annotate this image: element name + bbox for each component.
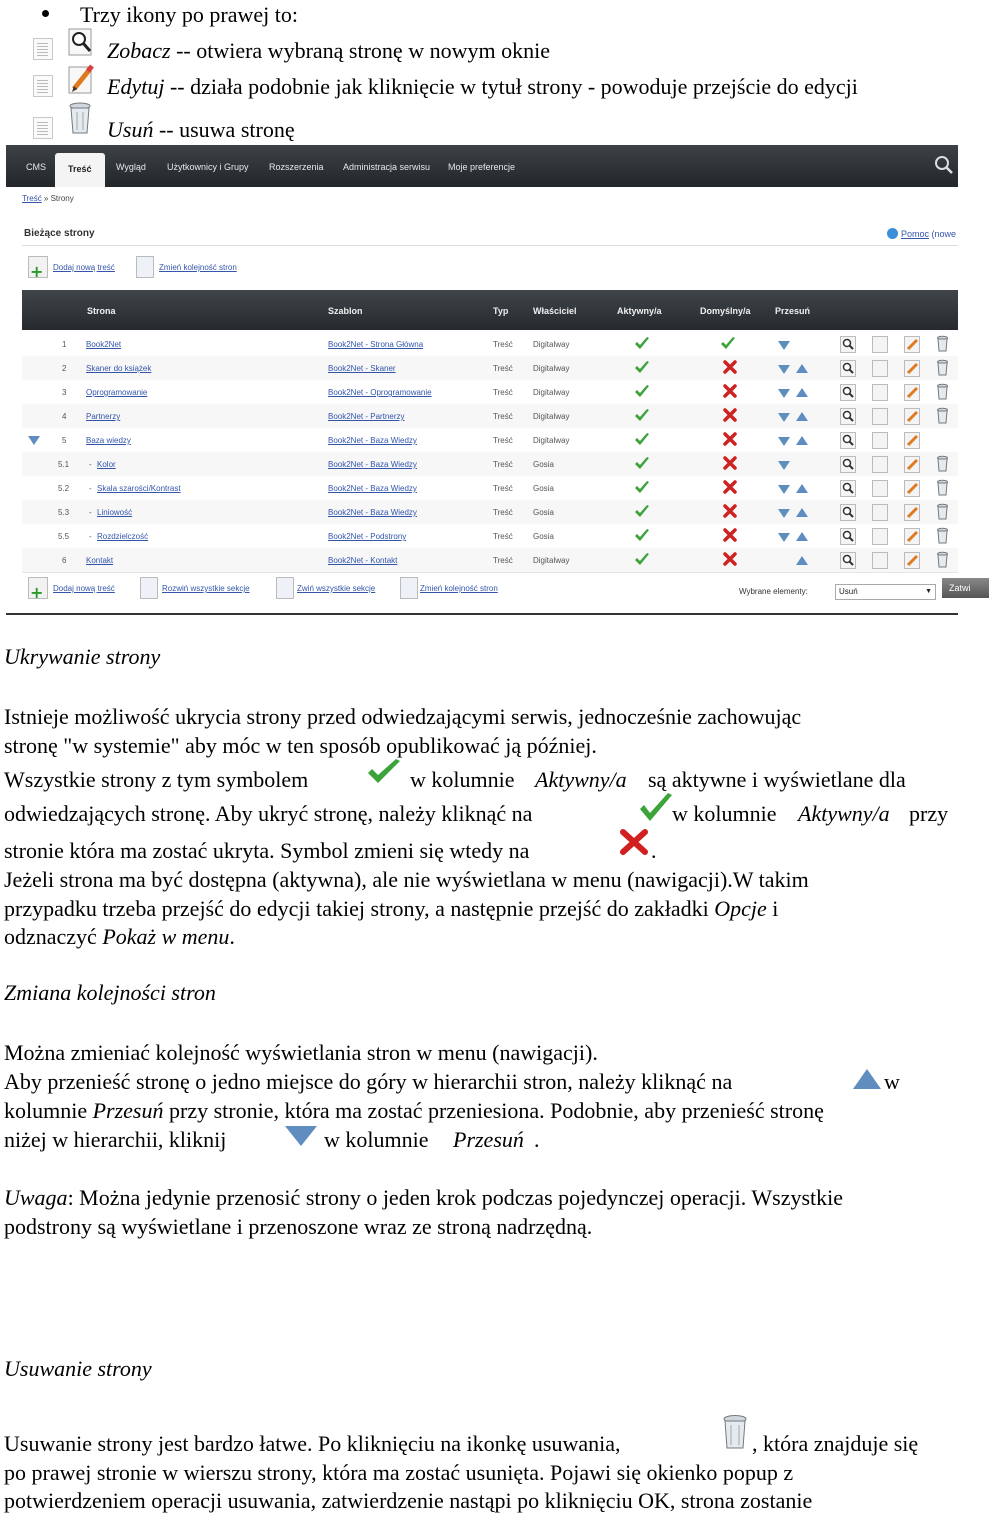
view-icon[interactable]: [840, 432, 856, 449]
row-template-link[interactable]: Book2Net - Partnerzy: [328, 412, 405, 421]
row-page-link[interactable]: Skala szarości/Kontrast: [97, 484, 181, 493]
default-cross-icon[interactable]: [722, 527, 738, 543]
row-owner: Digitalway: [533, 364, 570, 373]
edit-icon[interactable]: [904, 408, 920, 425]
order-p3c: przy stronie, która ma zostać przeniesiona. Podobnie, aby przenieść stronę: [169, 1098, 824, 1123]
row-owner: Gosia: [533, 532, 554, 541]
table-row[interactable]: [22, 524, 958, 549]
order-p4b: w kolumnie: [324, 1127, 429, 1152]
row-page-link[interactable]: Liniowość: [97, 508, 133, 517]
panel-title: Bieżące strony: [24, 228, 95, 239]
hide-p2: [4, 765, 906, 794]
move-down-icon[interactable]: [778, 485, 790, 494]
order-p4d: .: [534, 1127, 540, 1152]
active-check-icon[interactable]: [634, 359, 650, 375]
row-number: 5.1: [58, 460, 70, 469]
row-type: Treść: [493, 412, 513, 421]
move-down-icon[interactable]: [778, 389, 790, 398]
order-p4: [4, 1125, 540, 1154]
default-cross-icon[interactable]: [722, 407, 738, 423]
hide-p6: [4, 894, 778, 923]
move-down-icon[interactable]: [778, 341, 790, 350]
table-row[interactable]: [22, 452, 958, 477]
row-indent-dash: -: [89, 532, 92, 541]
move-up-icon[interactable]: [796, 556, 808, 565]
row-owner: Gosia: [533, 508, 554, 517]
hide-p6a: przypadku trzeba przejść do edycji takiej strony, a następnie przejść do zakładki: [4, 896, 709, 921]
nav-appearance[interactable]: Wygląd: [116, 162, 146, 172]
move-up-icon[interactable]: [796, 412, 808, 421]
add-content-icon[interactable]: [28, 577, 48, 599]
breadcrumb: [22, 194, 74, 203]
order-heading: Zmiana kolejności stron: [4, 980, 216, 1005]
row-type: Treść: [493, 436, 513, 445]
nav-preferences[interactable]: Moje preferencje: [448, 162, 516, 172]
move-up-icon[interactable]: [796, 388, 808, 397]
row-number: 2: [62, 364, 67, 373]
bulk-action-select[interactable]: [835, 584, 936, 600]
nav-users-groups[interactable]: Użytkownicy i Grupy: [167, 162, 249, 172]
pencil-icon: [68, 64, 96, 96]
hide-p5: Jeżeli strona ma być dostępna (aktywna), ale nie wyświetlana w menu (nawigacji).W takim: [4, 867, 809, 892]
row-type: Treść: [493, 484, 513, 493]
row-owner: Gosia: [533, 484, 554, 493]
row-page-link[interactable]: Baza wiedzy: [86, 436, 131, 445]
table-header: [22, 290, 958, 330]
hide-p7: [4, 922, 235, 951]
reorder-button-bottom[interactable]: Zmień kolejność stron: [420, 584, 498, 593]
row-owner: Digitalway: [533, 436, 570, 445]
table-row[interactable]: [22, 428, 958, 453]
selected-elements-label: Wybrane elementy:: [739, 587, 808, 596]
bulk-action-value: Usuń: [839, 587, 858, 596]
hide-heading: Ukrywanie strony: [4, 644, 161, 669]
order-p3b: Przesuń: [92, 1098, 164, 1123]
edit-icon[interactable]: [904, 552, 920, 569]
hide-p7a: odznaczyć: [4, 924, 97, 949]
hide-p3: [4, 799, 949, 828]
hide-p1b: stronę "w systemie" aby móc w ten sposób opublikować ją później.: [4, 733, 597, 758]
row-number: 3: [62, 388, 67, 397]
row-template-link[interactable]: Book2Net - Strona Główna: [328, 340, 424, 349]
default-cross-icon[interactable]: [722, 479, 738, 495]
intro-bullet: Trzy ikony po prawej to:: [80, 2, 298, 27]
nav-administration[interactable]: Administracja serwisu: [343, 162, 431, 172]
col-type[interactable]: Typ: [493, 306, 509, 316]
move-down-icon[interactable]: [778, 365, 790, 374]
move-up-icon[interactable]: [796, 532, 808, 541]
table-row[interactable]: [22, 404, 958, 429]
page-icon[interactable]: [872, 360, 888, 377]
view-icon[interactable]: [840, 360, 856, 377]
reorder-icon-bottom[interactable]: [400, 577, 418, 599]
row-number: 5.5: [58, 532, 70, 541]
hide-p3c: Aktywny/a: [798, 801, 890, 826]
table-row[interactable]: [22, 548, 958, 573]
table-footer: [22, 575, 971, 605]
delete-icon[interactable]: [936, 359, 949, 376]
page-icon[interactable]: [872, 456, 888, 473]
row-template-link[interactable]: Book2Net - Oprogramowanie: [328, 388, 432, 397]
delete-icon[interactable]: [936, 479, 949, 496]
row-owner: Digitalway: [533, 412, 570, 421]
row-owner: Digitalway: [533, 388, 570, 397]
check-icon: [638, 793, 674, 823]
row-page-link[interactable]: Kontakt: [86, 556, 114, 565]
move-down-icon[interactable]: [778, 413, 790, 422]
row-type: Treść: [493, 460, 513, 469]
view-icon[interactable]: [840, 528, 856, 545]
doc-icon: [33, 75, 53, 97]
default-cross-icon[interactable]: [722, 503, 738, 519]
breadcrumb-link[interactable]: Treść: [22, 194, 42, 203]
arrow-down-icon: [284, 1125, 318, 1147]
order-p2b: w: [884, 1069, 900, 1094]
col-default[interactable]: Domyślny/a: [700, 306, 751, 316]
table-row[interactable]: [22, 332, 958, 357]
delete-desc: -- usuwa stronę: [153, 117, 295, 142]
move-down-icon[interactable]: [778, 533, 790, 542]
order-p2a: Aby przenieść stronę o jedno miejsce do góry w hierarchii stron, należy kliknąć na: [4, 1069, 733, 1094]
delete-label: Usuń: [107, 117, 154, 142]
add-content-icon[interactable]: [28, 256, 48, 278]
active-check-icon[interactable]: [634, 551, 650, 567]
order-note-b: podstrony są wyświetlane i przenoszone wraz ze stroną nadrzędną.: [4, 1214, 593, 1239]
nav-extensions[interactable]: Rozszerzenia: [269, 162, 324, 172]
trash-icon: [720, 1413, 750, 1451]
move-down-icon[interactable]: [778, 509, 790, 518]
row-page-link[interactable]: Oprogramowanie: [86, 388, 148, 397]
active-check-icon[interactable]: [634, 479, 650, 495]
row-page-link[interactable]: Book2Net: [86, 340, 122, 349]
hide-p2b: w kolumnie: [410, 767, 515, 792]
nav-content[interactable]: Treść: [55, 153, 105, 187]
row-type: Treść: [493, 532, 513, 541]
table-row[interactable]: [22, 500, 958, 525]
row-template-link[interactable]: Book2Net - Baza Wiedzy: [328, 436, 417, 445]
delete-p1b: , która znajduje się: [752, 1431, 919, 1456]
row-owner: Digitalway: [533, 340, 570, 349]
hide-p4: [4, 836, 657, 865]
intro-item-view: [107, 36, 550, 65]
table-row[interactable]: [22, 356, 958, 381]
nav-cms[interactable]: CMS: [26, 162, 46, 172]
view-icon[interactable]: [840, 408, 856, 425]
order-p4c: Przesuń: [453, 1127, 524, 1152]
delete-icon[interactable]: [936, 551, 949, 568]
row-template-link[interactable]: Book2Net - Podstrony: [328, 532, 407, 541]
edit-icon[interactable]: [904, 528, 920, 545]
hide-p7b: Pokaż w menu: [102, 924, 230, 949]
doc-icon: [33, 117, 53, 139]
move-up-icon[interactable]: [796, 484, 808, 493]
intro-item-delete: [107, 115, 295, 144]
view-icon[interactable]: [840, 552, 856, 569]
view-icon[interactable]: [840, 384, 856, 401]
row-indent-dash: -: [89, 484, 92, 493]
delete-p1a: Usuwanie strony jest bardzo łatwe. Po kliknięciu na ikonkę usuwania,: [4, 1431, 621, 1456]
edit-desc: -- działa podobnie jak kliknięcie w tytuł strony - powoduje przejście do edycji: [164, 74, 858, 99]
arrow-up-icon: [852, 1068, 882, 1090]
col-template[interactable]: Szablon: [328, 306, 363, 316]
view-icon[interactable]: [840, 504, 856, 521]
row-number: 5.2: [58, 484, 70, 493]
page-icon[interactable]: [872, 336, 888, 353]
edit-icon[interactable]: [904, 336, 920, 353]
help-link[interactable]: [887, 228, 956, 239]
move-down-icon[interactable]: [778, 437, 790, 446]
default-cross-icon[interactable]: [722, 431, 738, 447]
edit-label: Edytuj: [107, 74, 165, 99]
expand-all-button[interactable]: Rozwiń wszystkie sekcje: [162, 584, 250, 593]
delete-icon[interactable]: [936, 455, 949, 472]
hide-p2c: Aktywny/a: [535, 767, 627, 792]
row-number: 6: [62, 556, 67, 565]
col-move[interactable]: Przesuń: [775, 306, 811, 316]
active-check-icon[interactable]: [634, 431, 650, 447]
row-type: Treść: [493, 556, 513, 565]
default-cross-icon[interactable]: [722, 455, 738, 471]
active-check-icon[interactable]: [634, 527, 650, 543]
help-icon: [887, 228, 898, 239]
delete-heading: Usuwanie strony: [4, 1356, 152, 1381]
hide-p6b: Opcje: [714, 896, 767, 921]
check-icon: [366, 759, 402, 785]
view-icon[interactable]: [840, 336, 856, 353]
page-icon[interactable]: [872, 504, 888, 521]
row-number: 1: [62, 340, 67, 349]
collapse-all-icon[interactable]: [276, 577, 294, 599]
row-type: Treść: [493, 340, 513, 349]
view-icon[interactable]: [840, 480, 856, 497]
table-row[interactable]: [22, 380, 958, 405]
hide-p6c: i: [772, 896, 779, 921]
delete-icon[interactable]: [936, 503, 949, 520]
default-cross-icon[interactable]: [722, 383, 738, 399]
row-page-link[interactable]: Rozdzielczość: [97, 532, 149, 541]
trash-icon: [67, 100, 93, 136]
row-template-link[interactable]: Book2Net - Skaner: [328, 364, 396, 373]
delete-p1: [4, 1429, 919, 1458]
delete-icon[interactable]: [936, 407, 949, 424]
hide-p7c: .: [229, 924, 235, 949]
default-check-icon[interactable]: [720, 335, 736, 351]
collapse-icon[interactable]: [28, 436, 40, 445]
doc-icon: [33, 38, 53, 60]
col-page[interactable]: Strona: [87, 306, 116, 316]
page-icon[interactable]: [872, 480, 888, 497]
page-icon[interactable]: [872, 384, 888, 401]
add-content-button-bottom[interactable]: Dodaj nową treść: [53, 584, 115, 593]
hide-p1a: Istnieje możliwość ukrycia strony przed odwiedzającymi serwis, jednocześnie zachowując: [4, 704, 802, 729]
hide-p3d: przy: [909, 801, 949, 826]
page-icon[interactable]: [872, 528, 888, 545]
order-p4a: niżej w hierarchii, kliknij: [4, 1127, 227, 1152]
col-active[interactable]: Aktywny/a: [617, 306, 662, 316]
active-check-icon[interactable]: [634, 455, 650, 471]
row-template-link[interactable]: Book2Net - Kontakt: [328, 556, 398, 565]
row-type: Treść: [493, 388, 513, 397]
expand-all-icon[interactable]: [140, 577, 158, 599]
row-page-link[interactable]: Skaner do książek: [86, 364, 152, 373]
delete-p2: po prawej stronie w wierszu strony, która ma zostać usunięta. Pojawi się okienko popup z: [4, 1460, 794, 1485]
default-cross-icon[interactable]: [722, 551, 738, 567]
move-up-icon[interactable]: [796, 436, 808, 445]
default-cross-icon[interactable]: [722, 359, 738, 375]
page-icon[interactable]: [872, 552, 888, 569]
active-check-icon[interactable]: [634, 407, 650, 423]
order-p3: [4, 1096, 824, 1125]
breadcrumb-rest: » Strony: [41, 194, 74, 203]
intro-item-edit: [107, 72, 858, 101]
active-check-icon[interactable]: [634, 383, 650, 399]
row-template-link[interactable]: Book2Net - Baza Wiedzy: [328, 508, 417, 517]
row-number: 5: [62, 436, 67, 445]
reorder-icon[interactable]: [136, 256, 154, 278]
move-down-icon[interactable]: [778, 461, 790, 470]
confirm-button[interactable]: Zatwi: [942, 578, 989, 598]
edit-icon[interactable]: [904, 504, 920, 521]
view-label: Zobacz: [107, 38, 171, 63]
hide-p4a: stronie która ma zostać ukryta. Symbol zmieni się wtedy na: [4, 838, 530, 863]
delete-icon[interactable]: [936, 527, 949, 544]
row-number: 5.3: [58, 508, 70, 517]
search-icon[interactable]: [934, 155, 954, 175]
row-indent-dash: -: [89, 460, 92, 469]
order-p1: Można zmieniać kolejność wyświetlania stron w menu (nawigacji).: [4, 1040, 598, 1065]
note-label: Uwaga: [4, 1185, 68, 1210]
row-template-link[interactable]: Book2Net - Baza Wiedzy: [328, 484, 417, 493]
view-icon[interactable]: [840, 456, 856, 473]
row-owner: Digitalway: [533, 556, 570, 565]
page-icon[interactable]: [872, 432, 888, 449]
hide-p2d: są aktywne i wyświetlane dla: [648, 767, 906, 792]
move-up-icon[interactable]: [796, 508, 808, 517]
row-page-link[interactable]: Partnerzy: [86, 412, 121, 421]
row-type: Treść: [493, 364, 513, 373]
reorder-button[interactable]: Zmień kolejność stron: [159, 263, 237, 272]
edit-icon[interactable]: [904, 432, 920, 449]
col-owner[interactable]: Właściciel: [533, 306, 577, 316]
active-check-icon[interactable]: [634, 335, 650, 351]
hide-p3a: odwiedzających stronę. Aby ukryć stronę, należy kliknąć na: [4, 801, 533, 826]
table-row[interactable]: [22, 476, 958, 501]
intro-bullet-dot: [42, 10, 49, 17]
row-indent-dash: -: [89, 508, 92, 517]
edit-icon[interactable]: [904, 384, 920, 401]
order-note: [4, 1183, 843, 1212]
hide-p4b: .: [651, 838, 657, 863]
panel-header: [22, 219, 958, 246]
row-template-link[interactable]: Book2Net - Baza Wiedzy: [328, 460, 417, 469]
add-content-button[interactable]: Dodaj nową treść: [53, 263, 115, 272]
row-number: 4: [62, 412, 67, 421]
edit-icon[interactable]: [904, 360, 920, 377]
row-type: Treść: [493, 508, 513, 517]
order-p2: [4, 1067, 900, 1096]
note-text-a: : Można jedynie przenosić strony o jeden krok podczas pojedynczej operacji. Wszystkie: [67, 1185, 844, 1210]
delete-icon[interactable]: [936, 335, 949, 352]
active-check-icon[interactable]: [634, 503, 650, 519]
move-up-icon[interactable]: [796, 364, 808, 373]
magnifier-icon: [68, 28, 96, 58]
order-p3a: kolumnie: [4, 1098, 88, 1123]
edit-icon[interactable]: [904, 480, 920, 497]
row-owner: Gosia: [533, 460, 554, 469]
cross-icon: [620, 829, 648, 855]
row-page-link[interactable]: Kolor: [97, 460, 116, 469]
chevron-down-icon: ▼: [925, 588, 932, 595]
edit-icon[interactable]: [904, 456, 920, 473]
delete-p3: potwierdzeniem operacji usuwania, zatwierdzenie nastąpi po kliknięciu OK, strona zostanie: [4, 1488, 813, 1513]
help-suffix: (nowe: [931, 229, 956, 239]
view-desc: -- otwiera wybraną stronę w nowym oknie: [170, 38, 550, 63]
hide-p3b: w kolumnie: [672, 801, 777, 826]
delete-icon[interactable]: [936, 383, 949, 400]
collapse-all-button[interactable]: Zwiń wszystkie sekcje: [297, 584, 376, 593]
cms-screenshot: [6, 145, 971, 615]
top-navigation: [6, 145, 958, 187]
page-icon[interactable]: [872, 408, 888, 425]
help-label[interactable]: Pomoc: [900, 229, 929, 239]
hide-p2a: Wszystkie strony z tym symbolem: [4, 767, 309, 792]
